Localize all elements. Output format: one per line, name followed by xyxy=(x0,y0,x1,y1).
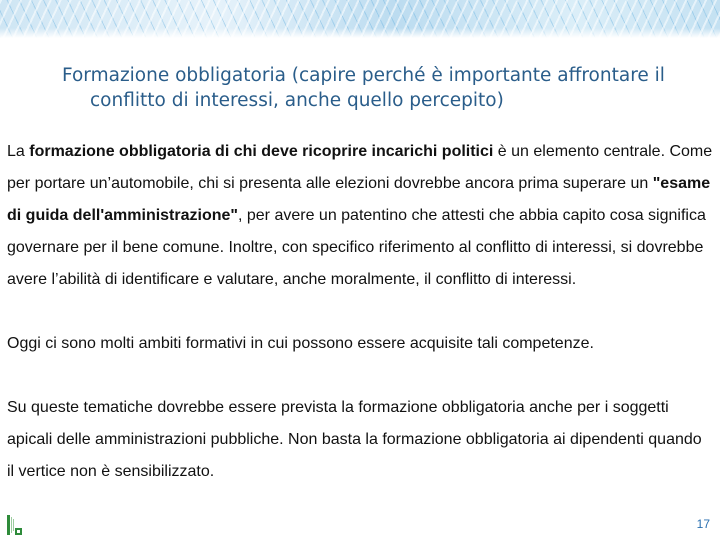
paragraph-1 xyxy=(7,136,713,296)
header-banner xyxy=(0,0,720,38)
title-line-1: Formazione obbligatoria (capire perché è importante affrontare il xyxy=(62,65,665,86)
paragraph-3: Su queste tematiche dovrebbe essere prevista la formazione obbligatoria anche per i soggetti apicali delle amministrazioni pubbliche. Non basta la formazione obbligatoria ai dipendenti quando il vertice non è sensibilizzato. xyxy=(7,399,702,480)
paragraph-1-bold-b: "esame di guida dell'amministrazione" xyxy=(7,175,711,224)
paragraph-1-text-b: è un elemento centrale. Come per portare un’automobile, chi si presenta alle elezioni dovrebbe ancora prima superare un xyxy=(7,143,713,192)
paragraph-1-text-a: La xyxy=(7,143,30,160)
title-line-2: conflitto di interessi, anche quello percepito) xyxy=(90,90,504,111)
institution-logo-icon xyxy=(6,514,24,536)
paragraph-2: Oggi ci sono molti ambiti formativi in cui possono essere acquisite tali competenze. xyxy=(7,335,594,352)
slide-title xyxy=(62,63,702,113)
paragraph-1-text-c: , per avere un patentino che attesti che abbia capito cosa significa governare per il bene comune. Inoltre, con specifico riferimento al conflitto di interessi, si dovrebbe avere l’abilità di identificare e valutare, anche moralmente, il conflitto di interessi. xyxy=(7,207,706,288)
slide-body xyxy=(7,136,713,488)
paragraph-1-bold-a: formazione obbligatoria di chi deve ricoprire incarichi politici xyxy=(29,143,494,160)
page-number: 17 xyxy=(696,517,710,531)
